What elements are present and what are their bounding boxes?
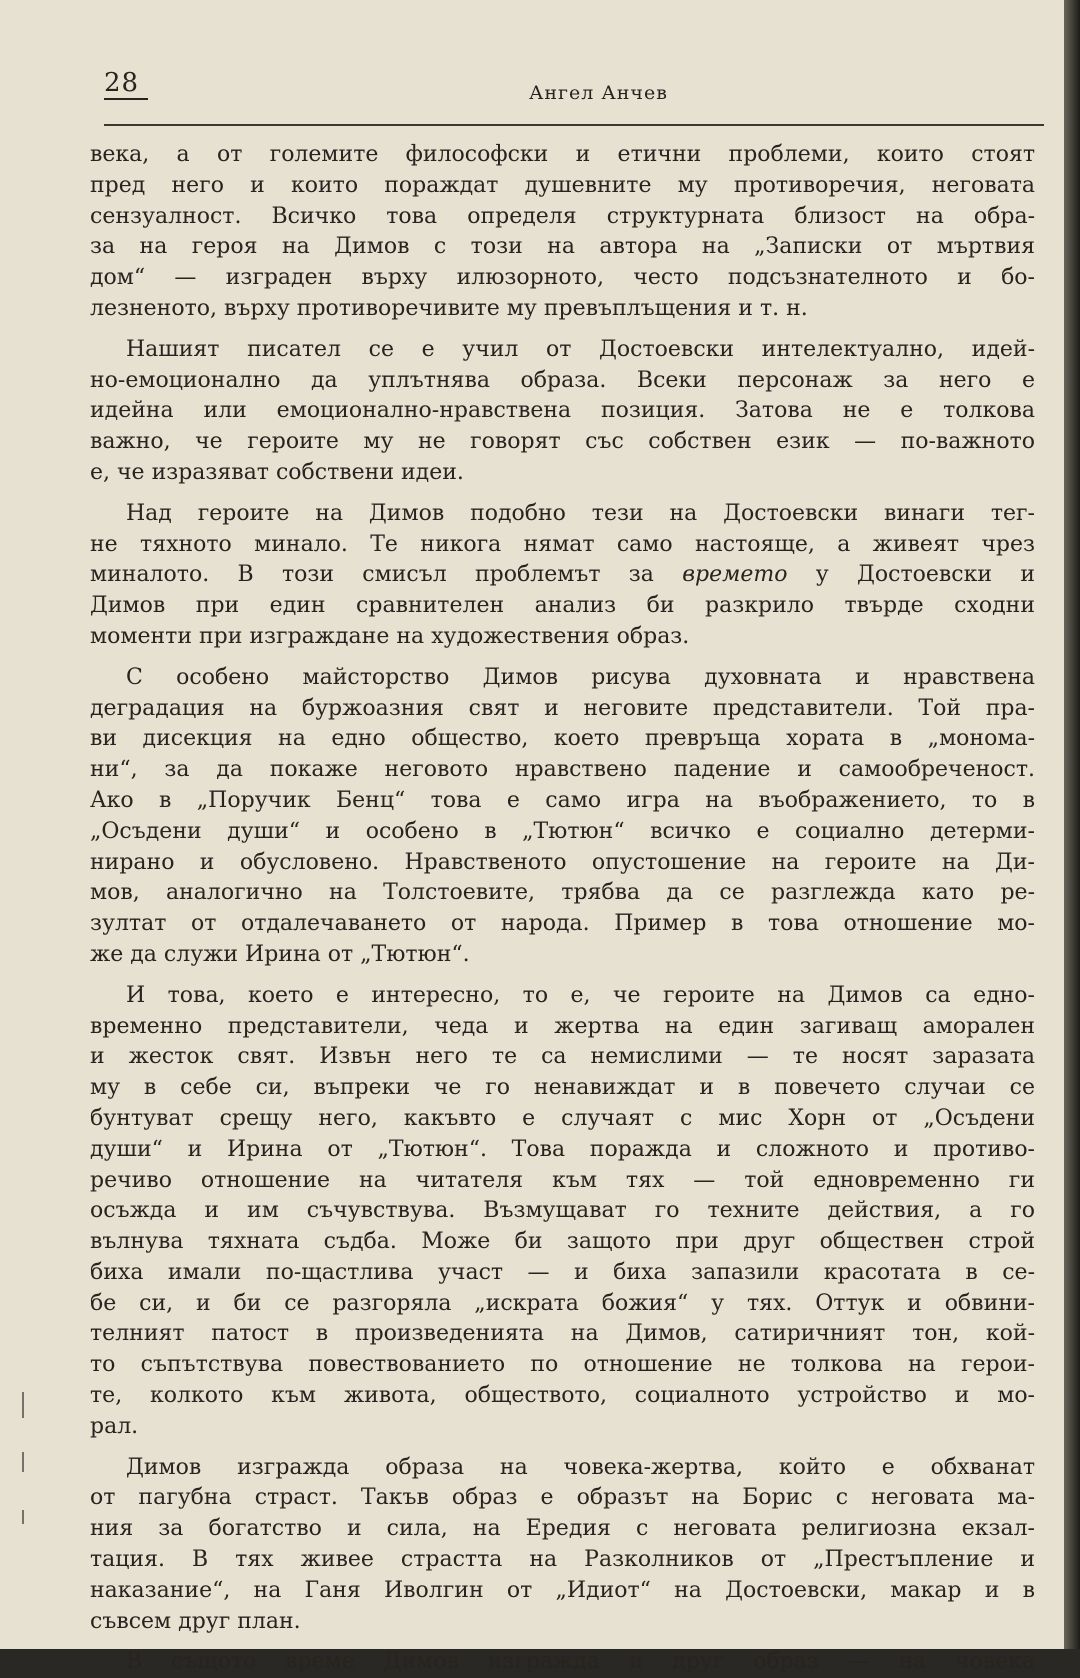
text-line: Нашият писател се е учил от Достоевски интелектуално, идей-: [126, 336, 1035, 362]
text-line: сензуалност. Всичко това определя структурната близост на обра-: [90, 203, 1035, 229]
text-line: биха имали по-щастлива участ — и биха запазили красотата в се-: [90, 1259, 1035, 1285]
text-line: и жесток свят. Извън него те са немислими — те носят заразата: [90, 1044, 1035, 1070]
text-line: но-емоционално да уплътнява образа. Всеки персонаж за него е: [90, 367, 1035, 393]
text-line: речиво отношение на читателя към тях — той едновременно ги: [90, 1167, 1035, 1193]
text-line: века, а от големите философски и етични проблеми, които стоят: [90, 142, 1035, 167]
text-line: рал.: [90, 1413, 139, 1439]
text-line: бе си, и би се разгоряла „искрата божия“ у тях. Оттук и обвини-: [90, 1290, 1035, 1316]
text-line: миналото. В този смисъл проблемът за времето у Достоевски и: [90, 562, 1035, 588]
text-line: моменти при изграждане на художествения образ.: [90, 623, 690, 649]
paragraph-gap: [90, 653, 1035, 663]
text-line: то съпътствува повествованието по отношение не толкова на герои-: [90, 1352, 1035, 1378]
paragraph: [90, 663, 1035, 971]
paragraph-gap: [90, 325, 1035, 335]
text-line: тация. В тях живее страстта на Разколников от „Престъпление и: [90, 1547, 1035, 1573]
paragraph: [90, 1647, 1035, 1678]
text-line: В същото време Димов изгражда и друг образ — на човека: [126, 1649, 1035, 1675]
text-line: бунтуват срещу него, какъвто е случаят с мис Хорн от „Осъдени: [90, 1105, 1035, 1131]
text-line: наказание“, на Ганя Иволгин от „Идиот“ на Достоевски, макар и в: [90, 1577, 1035, 1603]
text-line: важно, че героите му не говорят със собствен език — по-важното: [90, 429, 1035, 455]
text-line: же да служи Ирина от „Тютюн“.: [90, 941, 470, 967]
margin-mark: [22, 1510, 24, 1524]
text-line: нирано и обусловено. Нравственото опустошение на героите на Ди-: [90, 849, 1035, 875]
text-line: ния за богатство и сила, на Ередия с неговата религиозна екзал-: [90, 1516, 1035, 1542]
text-line: пред него и които пораждат душевните му противоречия, неговата: [90, 172, 1035, 198]
text-line: Ако в „Поручик Бенц“ това е само игра на въображението, то в: [90, 787, 1035, 813]
text-line: Димов изгражда образа на човека-жертва, който е обхванат: [126, 1454, 1035, 1480]
text-line: телният патост в произведенията на Димов, сатиричният тон, кой-: [90, 1321, 1035, 1347]
text-line: му в себе си, въпреки че го ненавиждат и в повечето случаи се: [90, 1075, 1035, 1101]
text-line: вълнува тяхната съдба. Може би защото при друг обществен строй: [90, 1229, 1035, 1255]
page-number: 28: [104, 68, 140, 98]
text-line: зултат от отдалечаването от народа. Пример в това отношение мо-: [90, 911, 1035, 937]
paragraph: [90, 335, 1035, 489]
paragraph: [90, 499, 1035, 653]
margin-mark: [22, 1392, 24, 1418]
text-line: временно представители, чеда и жертва на един загиващ аморален: [90, 1013, 1035, 1039]
text-line: дом“ — изграден върху илюзорното, често подсъзнателното и бо-: [90, 265, 1035, 291]
body-text: [90, 140, 1035, 1678]
text-line: за на героя на Димов с този на автора на „Записки от мъртвия: [90, 234, 1035, 260]
header-rule: [104, 124, 1044, 126]
text-line: лезненото, върху противоречивите му превъплъщения и т. н.: [90, 295, 808, 321]
paragraph: [90, 140, 1035, 325]
text-line: И това, което е интересно, то е, че героите на Димов са едно-: [126, 982, 1035, 1008]
text-line: от пагубна страст. Такъв образ е образът на Борис с неговата ма-: [90, 1485, 1035, 1511]
text-line: С особено майсторство Димов рисува духовната и нравствена: [126, 664, 1035, 690]
page-number-underline: [104, 98, 148, 100]
text-line: деградация на буржоазния свят и неговите представители. Той пра-: [90, 695, 1035, 721]
text-line: те, колкото към живота, обществото, социалното устройство и мо-: [90, 1383, 1035, 1409]
text-line: ни“, за да покаже неговото нравствено падение и самообреченост.: [90, 757, 1035, 783]
margin-mark: [22, 1452, 24, 1472]
page-header: [104, 68, 1044, 128]
text-line: съвсем друг план.: [90, 1608, 301, 1634]
paragraph: [90, 1453, 1035, 1638]
text-line: ви дисекция на едно общество, което превръща хората в „монома-: [90, 726, 1035, 752]
running-head: Ангел Анчев: [529, 82, 668, 104]
text-line: осъжда и им съчувствува. Възмущават го техните действия, а го: [90, 1198, 1035, 1224]
text-line: е, че изразяват собствени идеи.: [90, 459, 464, 485]
paragraph-gap: [90, 489, 1035, 499]
text-line: мов, аналогично на Толстоевите, трябва да се разглежда като ре-: [90, 880, 1035, 906]
text-line: Димов при един сравнителен анализ би разкрило твърде сходни: [90, 593, 1035, 619]
paragraph-gap: [90, 971, 1035, 981]
paragraph-gap: [90, 1443, 1035, 1453]
text-line: не тяхното минало. Те никога нямат само настояще, а живеят чрез: [90, 531, 1035, 557]
paragraph: [90, 981, 1035, 1443]
text-line: души“ и Ирина от „Тютюн“. Това поражда и сложното и противо-: [90, 1136, 1035, 1162]
text-line: идейна или емоционално-нравствена позиция. Затова не е толкова: [90, 398, 1035, 424]
emphasis: времето: [682, 562, 788, 588]
paragraph-gap: [90, 1637, 1035, 1647]
text-line: „Осъдени души“ и особено в „Тютюн“ всичко е социално детерми-: [90, 818, 1035, 844]
book-spine-shadow: [1064, 0, 1080, 1649]
text-line: Над героите на Димов подобно тези на Достоевски винаги тег-: [126, 500, 1035, 526]
